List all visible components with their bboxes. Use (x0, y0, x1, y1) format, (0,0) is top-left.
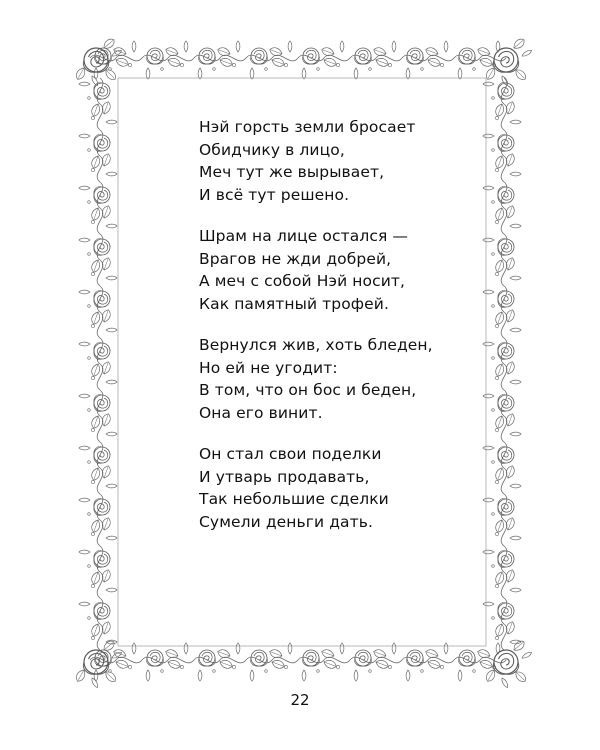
stanza (199, 334, 459, 424)
poem-line: В том, что он бос и беден, (199, 381, 417, 399)
poem-text (199, 116, 459, 552)
poem-line: Но ей не угодит: (199, 358, 338, 377)
poem-line: Так небольшие сделки (199, 490, 389, 508)
poem-line: Как памятный трофей. (199, 294, 389, 313)
poem-line: Врагов не жди добрей, (199, 249, 392, 268)
poem-line: И всё тут решено. (199, 185, 350, 204)
poem-line: Нэй горсть земли бросает (199, 118, 416, 136)
poem-line: Сумели деньги дать. (199, 512, 374, 531)
stanza (199, 225, 459, 315)
page-number: 22 (290, 691, 310, 709)
stanza (199, 443, 459, 533)
poem-line: Он стал свои поделки (199, 445, 382, 463)
poem-line: Шрам на лице остался — (199, 227, 408, 245)
poem-line: Обидчику в лицо, (199, 140, 345, 159)
poem-line: Она его винит. (199, 403, 323, 422)
poem-line: Меч тут же вырывает, (199, 163, 385, 181)
poem-line: Вернулся жив, хоть бледен, (199, 336, 433, 354)
poem-line: И утварь продавать, (199, 467, 370, 486)
poem-line: А меч с собой Нэй носит, (199, 272, 406, 290)
stanza (199, 116, 459, 206)
